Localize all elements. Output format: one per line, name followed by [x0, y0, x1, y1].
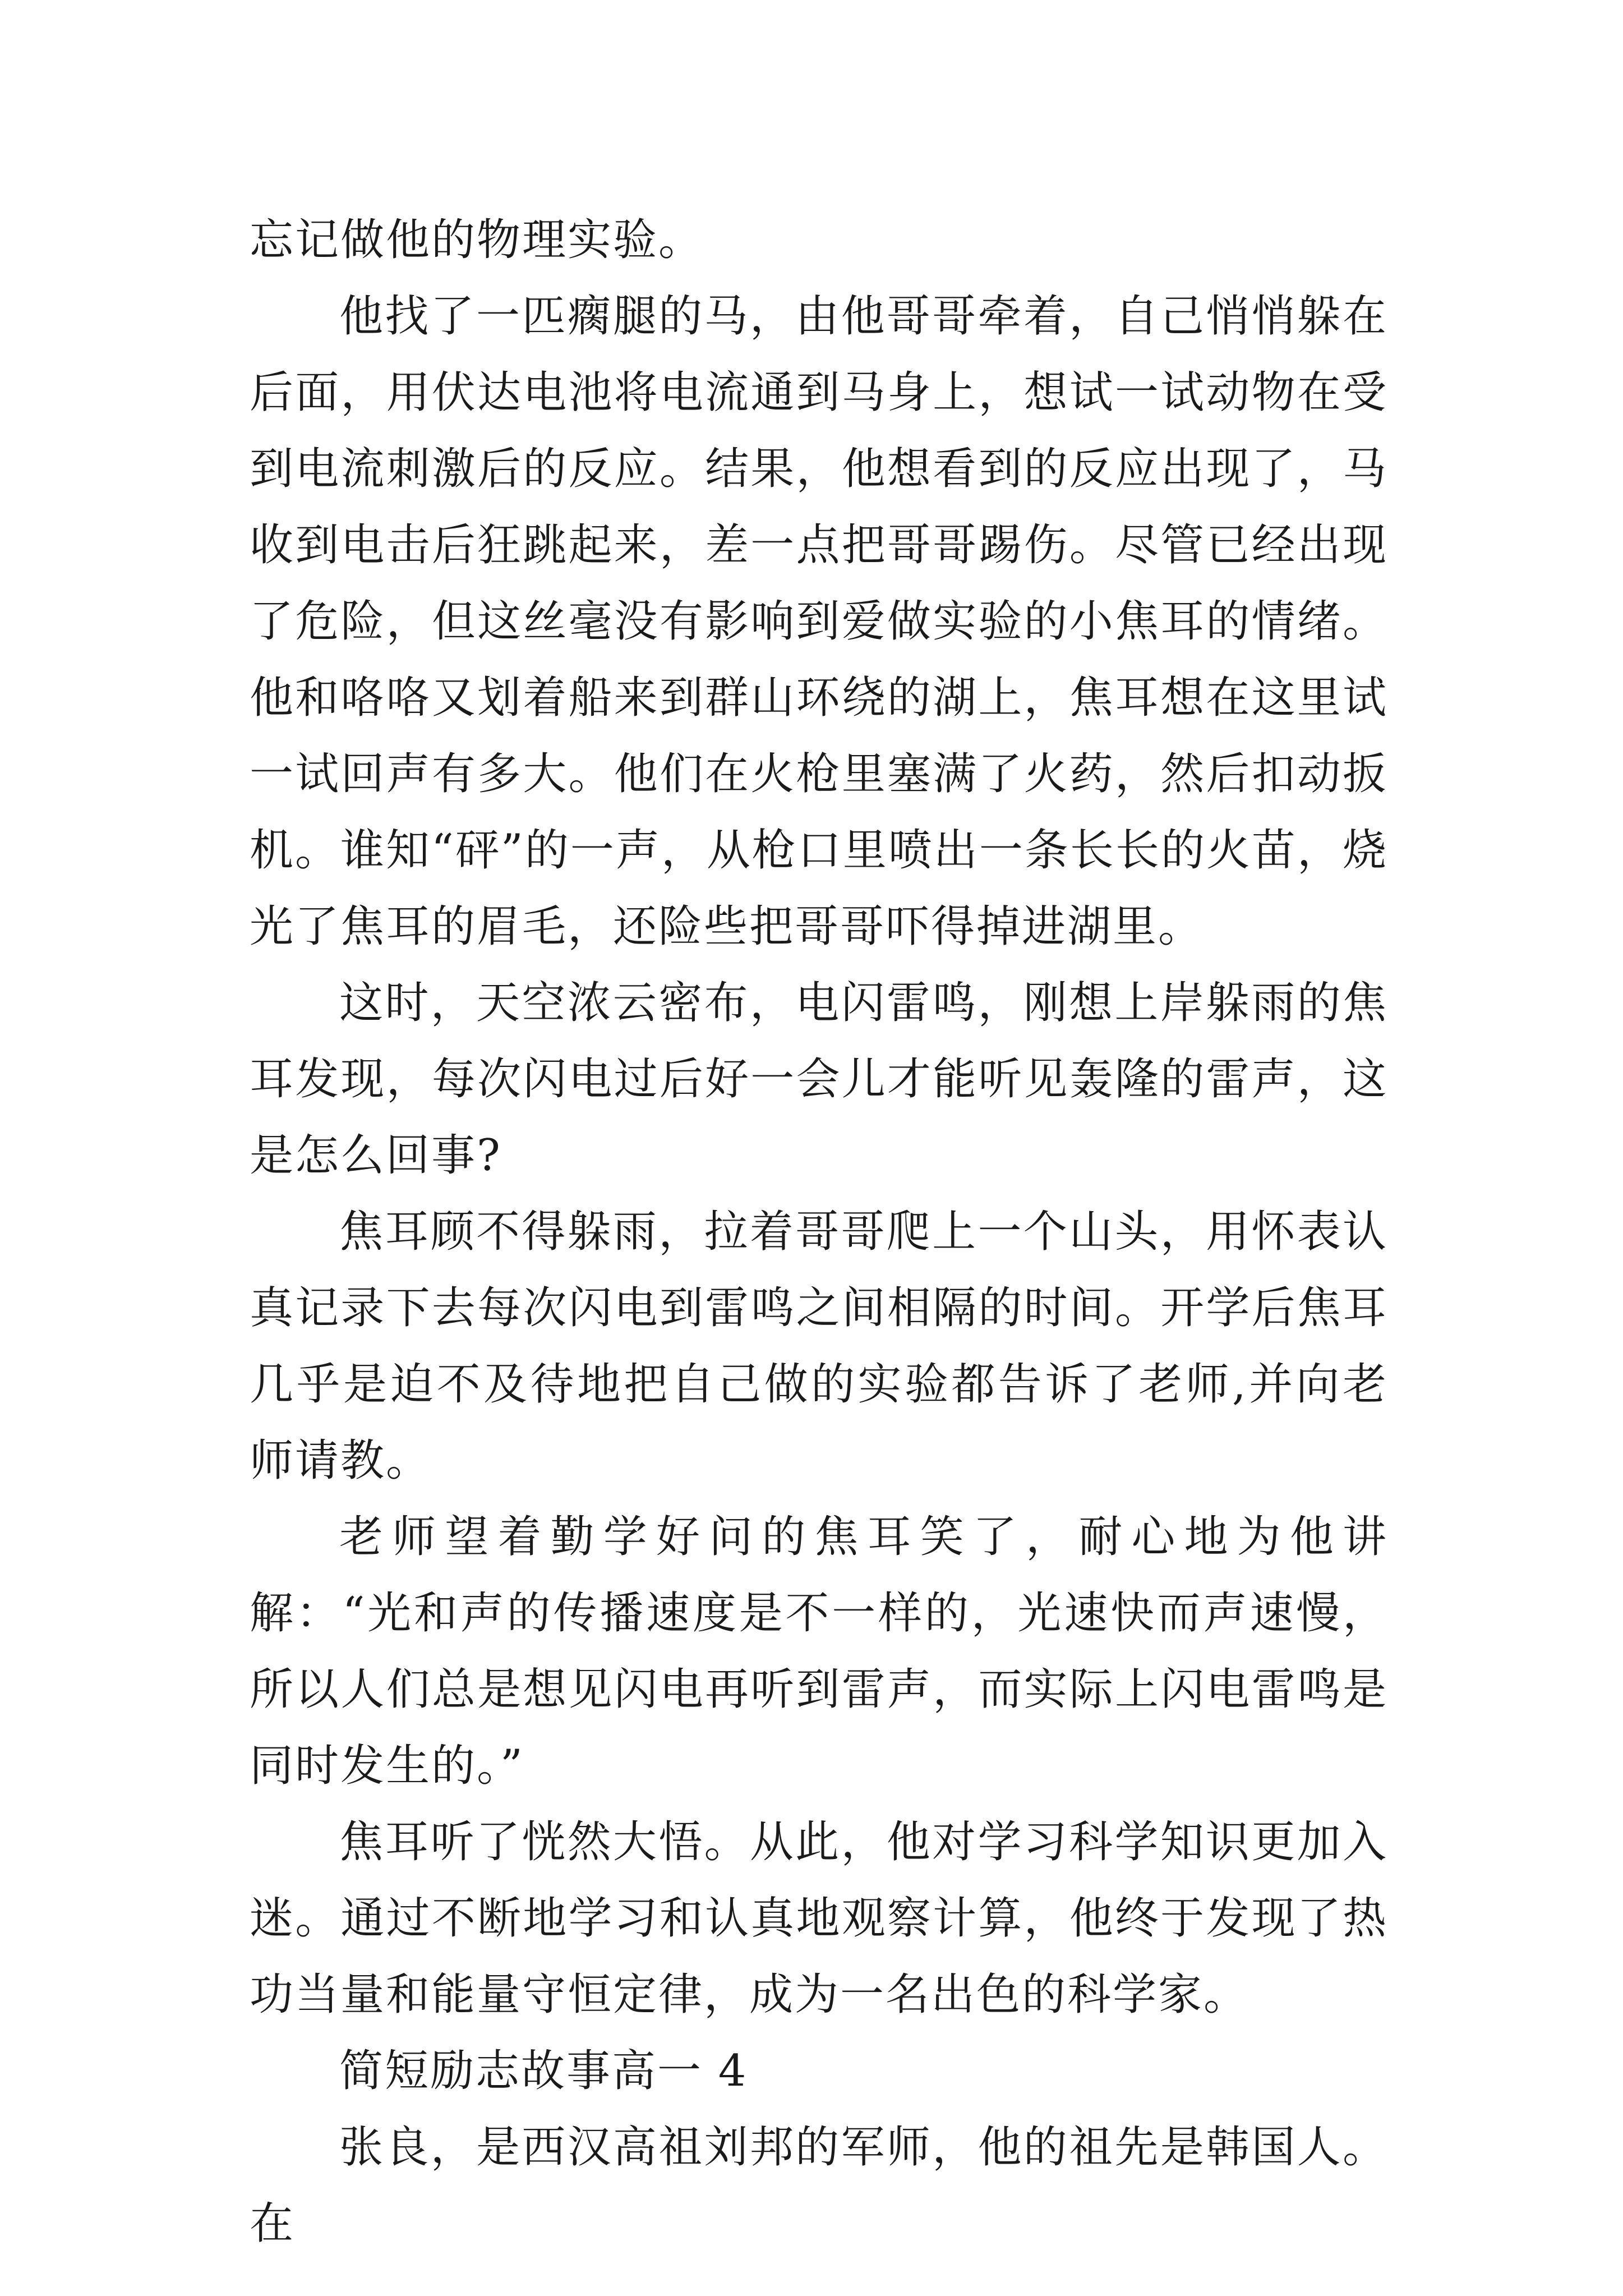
paragraph-conclusion: 焦耳听了恍然大悟。从此，他对学习科学知识更加入迷。通过不断地学习和认真地观察计算，他终于发现了热功当量和能量守恒定律，成为一名出色的科学家。	[250, 1817, 1388, 2020]
paragraph-continuation: 忘记做他的物理实验。	[250, 215, 704, 265]
paragraph-recording-time: 焦耳顾不得躲雨，拉着哥哥爬上一个山头，用怀表认真记录下去每次闪电到雷鸣之间相隔的时间。开学后焦耳几乎是迫不及待地把自己做的实验都告诉了老师,并向老师请教。	[250, 1207, 1388, 1486]
document-body	[250, 202, 1388, 2262]
paragraph-zhang-liang: 张良，是西汉高祖刘邦的军师，他的祖先是韩国人。在	[250, 2122, 1388, 2249]
paragraph-teacher-explains: 老师望着勤学好问的焦耳笑了，耐心地为他讲解：“光和声的传播速度是不一样的，光速快而声速慢，所以人们总是想见闪电再听到雷声，而实际上闪电雷鸣是同时发生的。”	[250, 1512, 1388, 1791]
paragraph-thunderstorm: 这时，天空浓云密布，电闪雷鸣，刚想上岸躲雨的焦耳发现，每次闪电过后好一会儿才能听见轰隆的雷声，这是怎么回事?	[250, 978, 1388, 1181]
paragraph-horse-experiment: 他找了一匹瘸腿的马，由他哥哥牵着，自己悄悄躲在后面，用伏达电池将电流通到马身上，想试一试动物在受到电流刺激后的反应。结果，他想看到的反应出现了，马收到电击后狂跳起来，差一点把哥哥踢伤。尽管已经出现了危险，但这丝毫没有影响到爱做实验的小焦耳的情绪。他和咯咯又划着船来到群山环绕的湖上，焦耳想在这里试一试回声有多大。他们在火枪里塞满了火药，然后扣动扳机。谁知“砰”的一声，从枪口里喷出一条长长的火苗，烧光了焦耳的眉毛，还险些把哥哥吓得掉进湖里。	[250, 291, 1388, 952]
section-heading: 简短励志故事高一 4	[339, 2046, 748, 2096]
